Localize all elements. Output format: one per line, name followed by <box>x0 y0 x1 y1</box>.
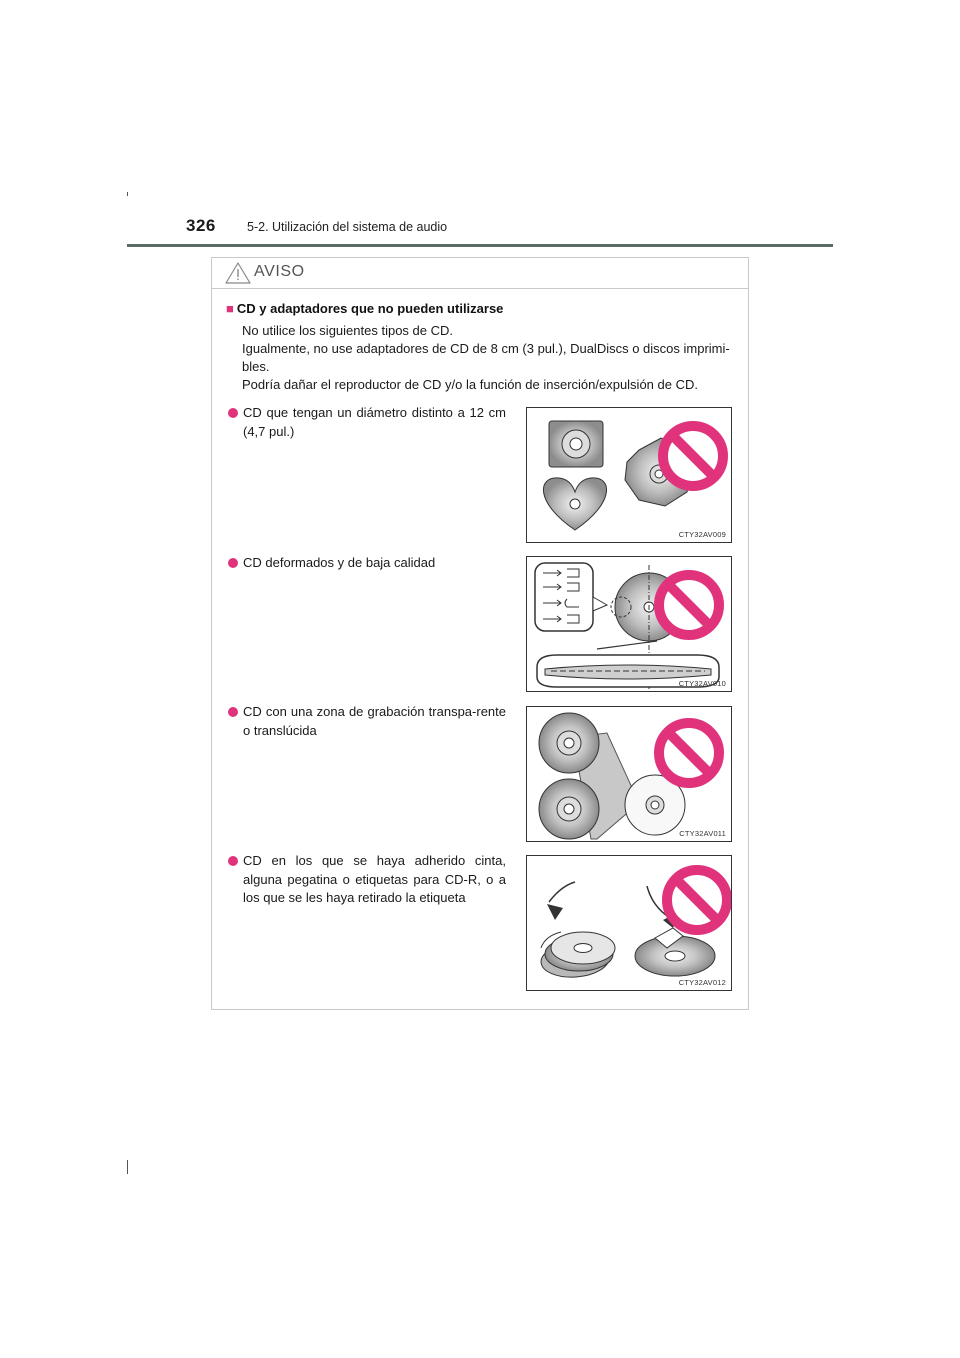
figure-transparent-cds <box>526 706 732 842</box>
figure-code: CTY32AV010 <box>678 679 726 688</box>
figure-code: CTY32AV012 <box>678 978 726 987</box>
page-number: 326 <box>186 216 216 235</box>
list-item <box>228 703 506 740</box>
intro-text <box>242 322 747 394</box>
square-bullet-icon: ■ <box>226 301 234 316</box>
labeled-cd-illustration <box>527 856 732 991</box>
figure-deformed-cds <box>526 556 732 692</box>
bullet-dot-icon <box>228 408 238 418</box>
bullet-dot-icon <box>228 707 238 717</box>
list-item-text: CD en los que se haya adherido cinta, alguna pegatina o etiquetas para CD-R, o a los que se les haya retirado la etiqueta <box>243 853 506 905</box>
section-title: 5-2. Utilización del sistema de audio <box>247 220 448 234</box>
figure-code: CTY32AV011 <box>679 829 726 838</box>
subheading-text: CD y adaptadores que no pueden utilizarse <box>236 301 504 316</box>
list-item <box>228 852 506 908</box>
bullet-dot-icon <box>228 856 238 866</box>
intro-line: No utilice los siguientes tipos de CD. <box>242 323 453 338</box>
list-item <box>228 404 506 441</box>
warning-box <box>211 257 749 1010</box>
warning-header <box>212 258 748 289</box>
warning-title: AVISO <box>254 263 305 280</box>
figure-labeled-cds <box>526 855 732 991</box>
bullet-dot-icon <box>228 558 238 568</box>
figure-code: CTY32AV009 <box>678 530 726 539</box>
intro-line: Igualmente, no use adaptadores de CD de 8 cm (3 pul.), DualDiscs o discos imprimi- <box>242 341 730 356</box>
header-rule <box>127 244 833 247</box>
margin-tick <box>127 192 128 196</box>
warning-triangle-icon <box>225 262 251 284</box>
deformed-cd-illustration <box>527 557 732 692</box>
list-item-text: CD que tengan un diámetro distinto a 12 cm (4,7 pul.) <box>243 405 506 439</box>
margin-tick <box>127 1160 128 1174</box>
subheading <box>226 301 503 316</box>
list-item-text: CD con una zona de grabación transpa-rente o translúcida <box>243 704 506 738</box>
list-item-text: CD deformados y de baja calidad <box>243 555 436 570</box>
cd-shapes-illustration <box>527 408 732 543</box>
intro-line: bles. <box>242 359 270 374</box>
intro-line: Podría dañar el reproductor de CD y/o la función de inserción/expulsión de CD. <box>242 377 698 392</box>
transparent-cd-illustration <box>527 707 732 842</box>
list-item <box>228 554 506 573</box>
figure-odd-shaped-cds <box>526 407 732 543</box>
